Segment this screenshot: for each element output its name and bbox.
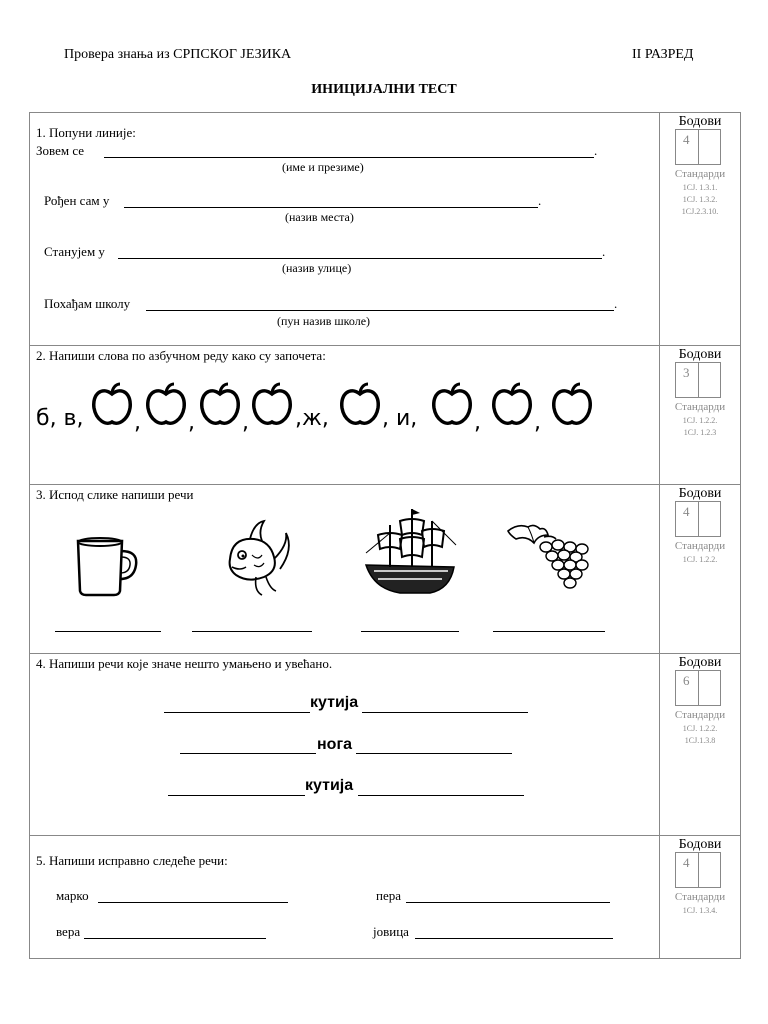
given-word: кутија xyxy=(305,777,354,794)
task-2-instruction: 2. Напиши слова по азбучном реду како су започета: xyxy=(36,348,326,363)
seq-text: , xyxy=(474,410,481,435)
word-to-correct: вера xyxy=(56,924,81,939)
seq-text: ,ж, xyxy=(295,406,329,431)
task-1-label-name: Зовем се xyxy=(36,143,85,158)
standards-codes: 1СЈ. 1.2.2. 1СЈ. 1.2.3 xyxy=(682,416,718,437)
points-label: Бодови xyxy=(678,655,722,670)
task-1-instruction: 1. Попуни линије: xyxy=(36,125,136,140)
answer-line[interactable] xyxy=(358,795,524,796)
seq-text: , и, xyxy=(382,406,418,431)
given-word: кутија xyxy=(310,694,359,711)
max-points: 4 xyxy=(683,132,690,147)
answer-line[interactable] xyxy=(493,631,605,632)
answer-line[interactable] xyxy=(146,310,614,311)
task-1-caption-name: (име и презиме) xyxy=(282,160,364,174)
task-1-label-street: Станујем у xyxy=(44,244,105,259)
apple-icon[interactable] xyxy=(196,382,244,430)
answer-line[interactable] xyxy=(84,938,266,939)
task-3 xyxy=(29,484,741,654)
standards-label: Стандарди xyxy=(674,709,726,721)
task-4 xyxy=(29,653,741,836)
score-column xyxy=(659,113,740,345)
task-1-label-school: Похађам школу xyxy=(44,296,131,311)
task-1-caption-school: (пун назив школе) xyxy=(277,314,371,328)
task-1 xyxy=(29,112,741,346)
apple-icon[interactable] xyxy=(488,382,536,430)
score-column xyxy=(659,654,740,835)
apple-icon[interactable] xyxy=(88,382,136,430)
task-2 xyxy=(29,345,741,485)
answer-line[interactable] xyxy=(180,753,316,754)
seq-text: , xyxy=(188,410,195,435)
period: . xyxy=(594,143,598,158)
max-points: 4 xyxy=(683,504,690,519)
answer-line[interactable] xyxy=(406,902,610,903)
points-label: Бодови xyxy=(678,114,722,129)
answer-line[interactable] xyxy=(168,795,305,796)
seq-text: б, в, xyxy=(36,406,84,431)
seq-text: , xyxy=(134,410,141,435)
answer-line[interactable] xyxy=(124,207,538,208)
score-column xyxy=(659,346,740,484)
word-to-correct: јовица xyxy=(373,924,409,939)
seq-text: , xyxy=(242,410,249,435)
ship-image xyxy=(360,505,460,601)
points-box[interactable] xyxy=(675,501,721,537)
task-4-instruction: 4. Напиши речи које значе нешто умањено и увећано. xyxy=(36,656,333,671)
answer-line[interactable] xyxy=(415,938,613,939)
fish-image xyxy=(218,519,296,599)
points-box[interactable] xyxy=(675,670,721,706)
score-column xyxy=(659,836,740,958)
apple-icon[interactable] xyxy=(336,382,384,430)
standards-codes: 1СЈ. 1.3.1. 1СЈ. 1.3.2. 1СЈ.2.3.10. xyxy=(681,183,719,216)
points-label: Бодови xyxy=(678,837,722,852)
max-points: 4 xyxy=(683,855,690,870)
period: . xyxy=(602,244,606,259)
answer-line[interactable] xyxy=(164,712,310,713)
test-title: ИНИЦИЈАЛНИ ТЕСТ xyxy=(311,82,457,97)
points-box[interactable] xyxy=(675,362,721,398)
apple-icon[interactable] xyxy=(428,382,476,430)
standards-label: Стандарди xyxy=(674,401,726,413)
word-to-correct: марко xyxy=(56,888,89,903)
max-points: 3 xyxy=(683,365,690,380)
seq-text: , xyxy=(534,410,541,435)
points-label: Бодови xyxy=(678,347,722,362)
answer-line[interactable] xyxy=(118,258,602,259)
task-5 xyxy=(29,835,741,959)
subject-header: Провера знања из СРПСКОГ ЈЕЗИКА xyxy=(64,47,292,62)
task-5-instruction: 5. Напиши исправно следеће речи: xyxy=(36,853,228,868)
points-box[interactable] xyxy=(675,129,721,165)
answer-line[interactable] xyxy=(361,631,459,632)
task-1-label-place: Рођен сам у xyxy=(44,193,110,208)
apple-icon[interactable] xyxy=(248,382,296,430)
answer-line[interactable] xyxy=(98,902,288,903)
answer-line[interactable] xyxy=(55,631,161,632)
word-to-correct: пера xyxy=(376,888,401,903)
grapes-image xyxy=(504,521,594,593)
period: . xyxy=(614,296,618,311)
apple-icon[interactable] xyxy=(142,382,190,430)
standards-label: Стандарди xyxy=(674,540,726,552)
apple-icon[interactable] xyxy=(548,382,596,430)
mug-image xyxy=(74,535,142,597)
standards-codes: 1СЈ. 1.3.4. xyxy=(682,906,718,915)
answer-line[interactable] xyxy=(104,157,594,158)
points-box[interactable] xyxy=(675,852,721,888)
standards-codes: 1СЈ. 1.2.2. xyxy=(682,555,718,564)
answer-line[interactable] xyxy=(192,631,312,632)
task-3-instruction: 3. Испод слике напиши речи xyxy=(36,487,194,502)
task-1-caption-street: (назив улице) xyxy=(282,261,352,275)
standards-label: Стандарди xyxy=(674,168,726,180)
max-points: 6 xyxy=(683,673,690,688)
task-1-caption-place: (назив места) xyxy=(285,210,354,224)
answer-line[interactable] xyxy=(362,712,528,713)
points-label: Бодови xyxy=(678,486,722,501)
grade-header: II РАЗРЕД xyxy=(632,47,694,62)
period: . xyxy=(538,193,542,208)
given-word: нога xyxy=(317,736,352,753)
standards-label: Стандарди xyxy=(674,891,726,903)
answer-line[interactable] xyxy=(356,753,512,754)
score-column xyxy=(659,485,740,653)
standards-codes: 1СЈ. 1.2.2. 1СЈ.1.3.8 xyxy=(682,724,718,745)
